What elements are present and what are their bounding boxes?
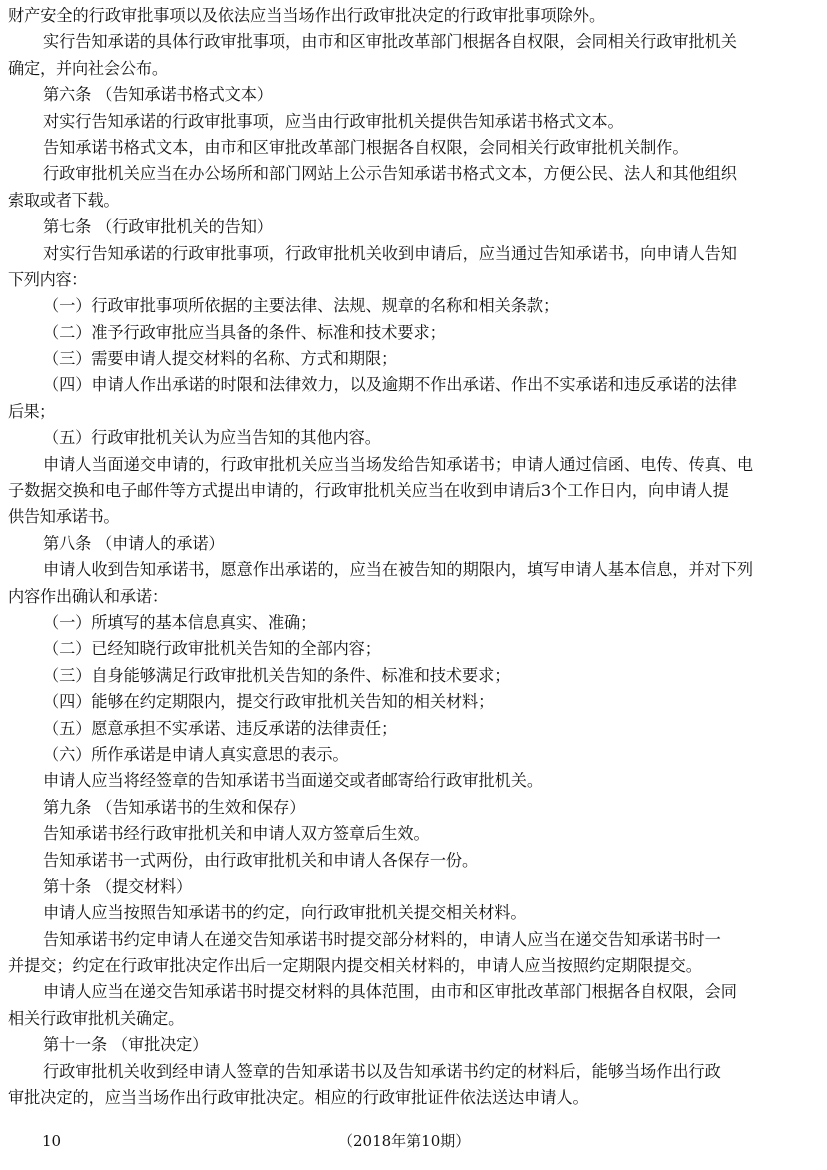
page-footer [0,1130,827,1152]
article-heading: 第七条 （行政审批机关的告知） [43,217,273,237]
text-line: 审批决定的，应当当场作出行政审批决定。相应的行政审批证件依法送达申请人。 [8,1088,589,1108]
text-line: 下列内容： [8,269,87,289]
text-line: 供告知承诺书。 [8,507,120,527]
text-line: 申请人当面递交申请的，行政审批机关应当当场发给告知承诺书；申请人通过信函、电传、传真、电 [43,454,754,474]
list-item: （六）所作承诺是申请人真实意思的表示。 [43,744,349,764]
list-item: （五）愿意承担不实承诺、违反承诺的法律责任； [43,718,398,738]
text-line: 告知承诺书约定申请人在递交告知承诺书时提交部分材料的，申请人应当在递交告知承诺书时一 [43,929,721,949]
list-item: （二）已经知晓行政审批机关告知的全部内容； [43,639,381,659]
text-line: 相关行政审批机关确定。 [8,1008,185,1028]
page-number: 10 [42,1132,62,1150]
text-line: 告知承诺书经行政审批机关和申请人双方签章后生效。 [43,824,430,844]
text-line: 告知承诺书一式两份，由行政审批机关和申请人各保存一份。 [43,850,479,870]
text-line: 后果； [8,401,55,421]
article-heading: 第六条 （告知承诺书格式文本） [43,85,273,105]
text-line: 对实行告知承诺的行政审批事项，应当由行政审批机关提供告知承诺书格式文本。 [43,111,624,131]
text-line: 确定，并向社会公布。 [8,58,168,78]
text-line: 申请人收到告知承诺书，愿意作出承诺的，应当在被告知的期限内，填写申请人基本信息，并对下列 [43,560,754,580]
list-item: （三）自身能够满足行政审批机关告知的条件、标准和技术要求； [43,665,511,685]
text-line: 实行告知承诺的具体行政审批事项，由市和区审批改革部门根据各自权限，会同相关行政审批机关 [43,32,737,52]
list-item: （三）需要申请人提交材料的名称、方式和期限； [43,349,398,369]
text-line: 并提交；约定在行政审批决定作出后一定期限内提交相关材料的，申请人应当按照约定期限提交。 [8,956,702,976]
text-line: 行政审批机关应当在办公场所和部门网站上公示告知承诺书格式文本，方便公民、法人和其他组织 [43,164,737,184]
text-line: 申请人应当在递交告知承诺书时提交材料的具体范围，由市和区审批改革部门根据各自权限，会同 [43,982,737,1002]
text-line: 对实行告知承诺的行政审批事项，行政审批机关收到申请后，应当通过告知承诺书，向申请人告知 [43,243,737,263]
text-line: 申请人应当将经签章的告知承诺书当面递交或者邮寄给行政审批机关。 [43,771,543,791]
text-line: 告知承诺书格式文本，由市和区审批改革部门根据各自权限，会同相关行政审批机关制作。 [43,137,689,157]
issue-label: （2018年第10期） [338,1132,471,1150]
text-line: 子数据交换和电子邮件等方式提出申请的，行政审批机关应当在收到申请后3个工作日内，向申请人提 [8,481,729,501]
article-heading: 第十一条 （审批决定） [43,1035,209,1055]
article-heading: 第十条 （提交材料） [43,876,193,896]
text-line: 索取或者下载。 [8,190,120,210]
list-item: （四）能够在约定期限内，提交行政审批机关告知的相关材料； [43,692,495,712]
list-item: （二）准予行政审批应当具备的条件、标准和技术要求； [43,322,446,342]
text-line: 财产安全的行政审批事项以及依法应当当场作出行政审批决定的行政审批事项除外。 [8,6,606,25]
text-line: 申请人应当按照告知承诺书的约定，向行政审批机关提交相关材料。 [43,903,527,923]
text-line: 行政审批机关收到经申请人签章的告知承诺书以及告知承诺书约定的材料后，能够当场作出行政 [43,1061,721,1081]
article-heading: 第九条 （告知承诺书的生效和保存） [43,797,306,817]
list-item: （五）行政审批机关认为应当告知的其他内容。 [43,428,381,448]
list-item: （一）行政审批事项所依据的主要法律、法规、规章的名称和相关条款； [43,296,560,316]
text-line: 内容作出确认和承诺： [8,586,168,606]
list-item: （四）申请人作出承诺的时限和法律效力，以及逾期不作出承诺、作出不实承诺和违反承诺的法律 [43,375,737,395]
article-heading: 第八条 （申请人的承诺） [43,533,225,553]
list-item: （一）所填写的基本信息真实、准确； [43,612,317,632]
document-body [8,3,822,1111]
